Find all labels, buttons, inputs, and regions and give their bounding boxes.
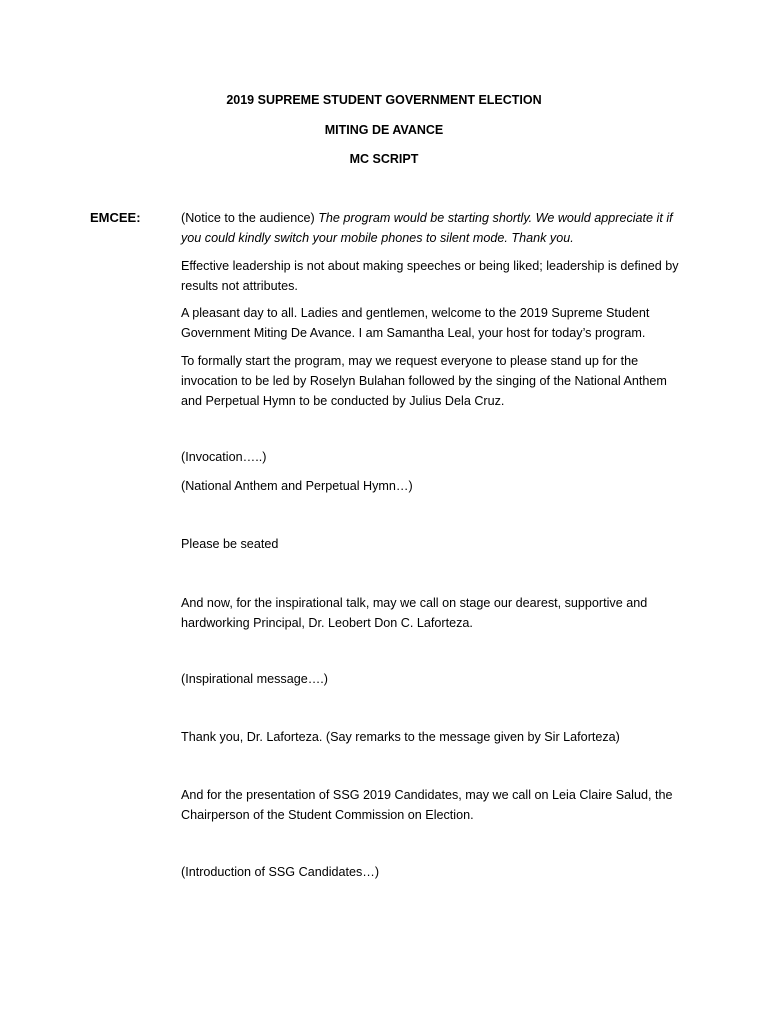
thank-you-line: Thank you, Dr. Laforteza. (Say remarks to the message given by Sir Laforteza): [181, 730, 620, 744]
invocation-line: (Invocation…..): [181, 450, 267, 464]
inspirational-message-line: (Inspirational message….): [181, 672, 328, 686]
invocation-request-paragraph: To formally start the program, may we request everyone to please stand up for the invocation to be led by Roselyn Bulahan followed by the singing of the National Anthem and Perpetual Hymn to be conducted by Julius Dela Cruz.: [181, 354, 667, 408]
inspirational-talk-paragraph: And now, for the inspirational talk, may we call on stage our dearest, supportive and hardworking Principal, Dr. Leobert Don C. Laforteza.: [181, 596, 648, 630]
document-subtitle-script: MC SCRIPT: [349, 152, 419, 166]
leadership-paragraph: Effective leadership is not about making speeches or being liked; leadership is defined by results not attributes.: [181, 259, 679, 293]
be-seated-line: Please be seated: [181, 537, 279, 551]
candidates-presentation-paragraph: And for the presentation of SSG 2019 Candidates, may we call on Leia Claire Salud, the Chairperson of the Student Commission on Election.: [181, 788, 673, 822]
notice-paragraph: [181, 208, 681, 248]
anthem-line: (National Anthem and Perpetual Hymn…): [181, 479, 413, 493]
welcome-paragraph: A pleasant day to all. Ladies and gentlemen, welcome to the 2019 Supreme Student Government Miting De Avance. I am Samantha Leal, your host for today’s program.: [181, 306, 650, 340]
notice-text: The program would be starting shortly. We would appreciate it if you could kindly switch your mobile phones to silent mode. Thank you.: [181, 211, 673, 245]
speaker-label: EMCEE:: [90, 210, 141, 225]
notice-label: (Notice to the audience): [181, 211, 315, 225]
document-title: 2019 SUPREME STUDENT GOVERNMENT ELECTION: [226, 93, 542, 107]
candidates-introduction-line: (Introduction of SSG Candidates…): [181, 865, 380, 879]
document-subtitle: MITING DE AVANCE: [324, 123, 444, 137]
